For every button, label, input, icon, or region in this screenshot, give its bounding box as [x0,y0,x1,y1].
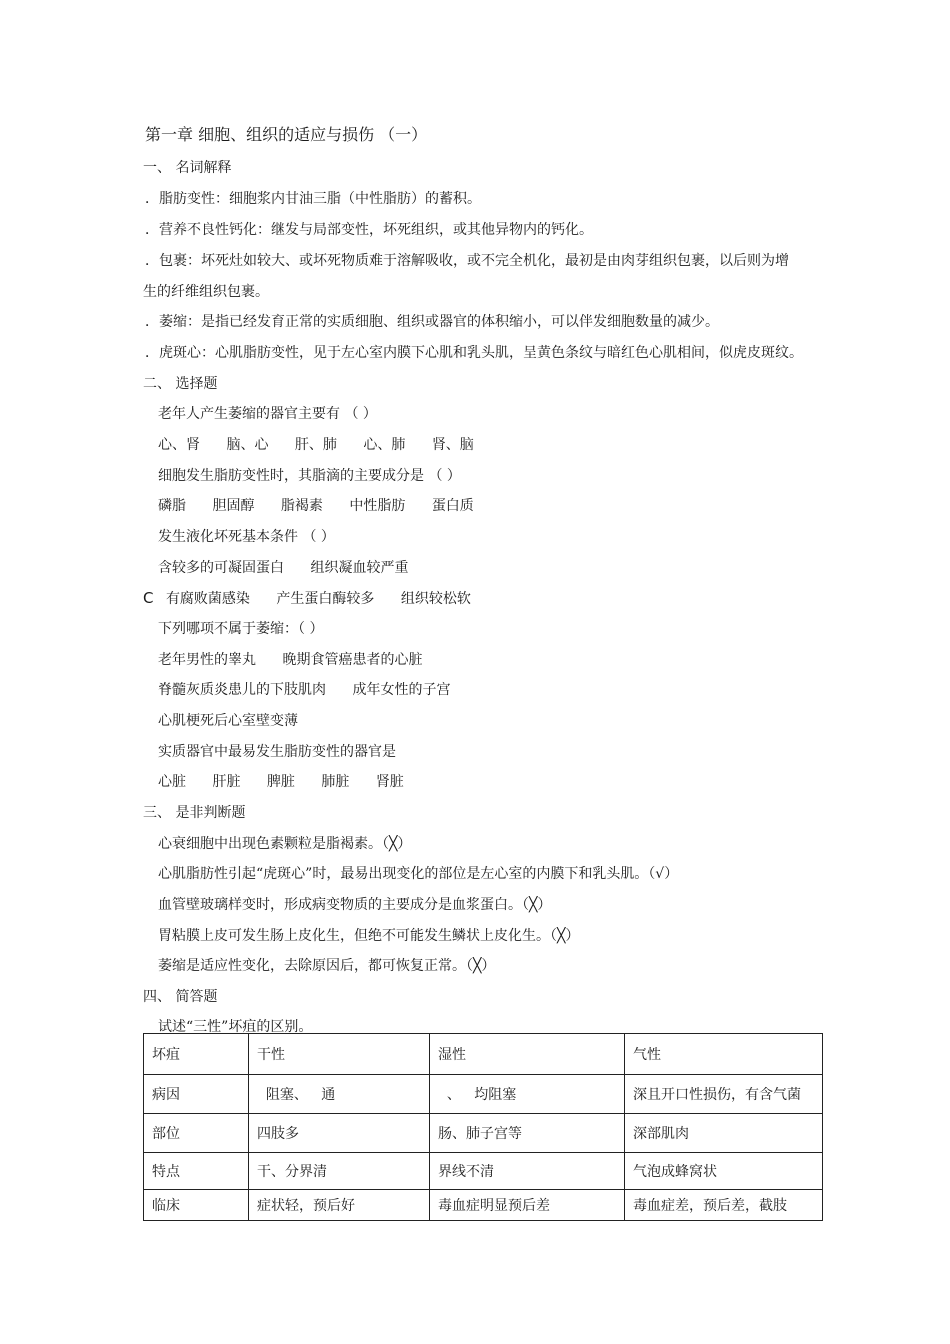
mcq-option: 老年男性的睾丸 [158,652,256,668]
gangrene-comparison-table [143,1033,823,1221]
table-cell: 症状轻，预后好 [249,1190,430,1221]
mcq-options-3b [143,588,471,609]
mcq-option: 肺脏 [321,774,350,790]
tf-item: 血管壁玻璃样变时，形成病变物质的主要成分是血浆蛋白。（╳） [158,897,552,913]
table-cell: 临床 [144,1190,249,1221]
mcq-question-3: 发生液化坏死基本条件 （ ） [158,529,335,545]
mcq-option: 成年女性的子宫 [352,682,451,698]
definition-atrophy: ．萎缩：是指已经发育正常的实质细胞、组织或器官的体积缩小，可以伴发细胞数量的减少。 [145,314,719,330]
definition-encapsulation: ．包裹：坏死灶如较大、或坏死物质难于溶解吸收，或不完全机化，最初是由肉芽组织包裹，以后则为增 [145,253,789,269]
definition-dystrophic-calcification: ．营养不良性钙化：继发与局部变性，坏死组织，或其他异物内的钙化。 [145,222,593,238]
section-heading-short-answer: 四、 简答题 [143,989,218,1005]
table-cell: 病因 [144,1075,249,1114]
table-header-cell: 干性 [249,1034,430,1075]
mcq-question-5: 实质器官中最易发生脂肪变性的器官是 [158,744,396,760]
section-heading-mcq: 二、 选择题 [143,376,218,392]
mcq-question-4: 下列哪项不属于萎缩：（ ） [158,621,324,637]
mcq-option: 脊髓灰质炎患儿的下肢肌肉 [158,682,326,698]
table-cell: 深部肌肉 [625,1114,823,1153]
mcq-option: 组织凝血较严重 [310,560,409,576]
table-cell: 毒血症明显预后差 [430,1190,625,1221]
option-letter: C [143,589,154,607]
tf-item: 心衰细胞中出现色素颗粒是脂褐素。（╳） [158,836,412,852]
mcq-options-4a [158,650,422,670]
mcq-options-4c: 心肌梗死后心室壁变薄 [158,713,298,729]
table-cell: 气泡成蜂窝状 [625,1153,823,1190]
mcq-options-5 [158,772,404,792]
mcq-option: 肾脏 [375,774,404,790]
table-row [144,1190,823,1221]
mcq-option: 脑、心 [226,437,269,453]
table-cell: 肠、肺子宫等 [430,1114,625,1153]
mcq-options-4b [158,680,450,700]
mcq-option: 磷脂 [158,498,186,514]
section-heading-true-false: 三、 是非判断题 [143,805,246,821]
mcq-option: 肝脏 [212,774,241,790]
mcq-option: 脂褐素 [280,498,323,514]
table-cell: 、 均阻塞 [430,1075,625,1114]
table-header-cell: 气性 [625,1034,823,1075]
table-cell: 干、分界清 [249,1153,430,1190]
mcq-question-2: 细胞发生脂肪变性时，其脂滴的主要成分是 （ ） [158,468,461,484]
mcq-option: 含较多的可凝固蛋白 [158,560,284,576]
mcq-option: 心脏 [158,774,186,790]
table-cell: 特点 [144,1153,249,1190]
mcq-option: 心、肺 [363,437,406,453]
table-cell: 四肢多 [249,1114,430,1153]
definition-tiger-heart: ．虎斑心：心肌脂肪变性，见于左心室内膜下心肌和乳头肌，呈黄色条纹与暗红色心肌相间，似虎皮斑纹。 [145,345,803,361]
section-heading-terms: 一、 名词解释 [143,160,232,176]
mcq-option: 胆固醇 [212,498,255,514]
table-cell: 阻塞、 通 [249,1075,430,1114]
mcq-option: 肾、脑 [431,437,474,453]
tf-item: 心肌脂肪性引起“虎斑心”时，最易出现变化的部位是左心室的内膜下和乳头肌。（√） [158,866,679,882]
tf-item: 萎缩是适应性变化，去除原因后，都可恢复正常。（╳） [158,958,496,974]
mcq-options-2 [158,496,474,516]
table-row [144,1114,823,1153]
definition-encapsulation-cont: 生的纤维组织包裹。 [143,284,269,300]
mcq-question-1: 老年人产生萎缩的器官主要有 （ ） [158,406,377,422]
mcq-options-1 [158,435,474,455]
mcq-option: 组织较松软 [400,591,471,607]
mcq-option: 有腐败菌感染 [165,591,250,607]
mcq-option: 肝、肺 [294,437,337,453]
page-title: 第一章 细胞、组织的适应与损伤 （一） [145,125,428,144]
table-row [144,1153,823,1190]
mcq-option: 蛋白质 [431,498,474,514]
short-answer-question-1: 试述“三性”坏疽的区别。 [158,1019,313,1035]
mcq-option: 心、肾 [158,437,200,453]
tf-item: 胃粘膜上皮可发生肠上皮化生，但绝不可能发生鳞状上皮化生。（╳） [158,928,580,944]
table-cell: 毒血症差，预后差，截肢 [625,1190,823,1221]
mcq-option: 晚期食管癌患者的心脏 [282,652,423,668]
table-header-row [144,1034,823,1075]
mcq-options-3a [158,558,408,578]
table-cell: 部位 [144,1114,249,1153]
table-row [144,1075,823,1114]
mcq-option: 产生蛋白酶较多 [276,591,375,607]
mcq-option: 脾脏 [266,774,295,790]
table-cell: 界线不清 [430,1153,625,1190]
table-cell: 深且开口性损伤，有含气菌 [625,1075,823,1114]
table-header-cell: 湿性 [430,1034,625,1075]
definition-fatty-change: ．脂肪变性：细胞浆内甘油三脂（中性脂肪）的蓄积。 [145,191,481,207]
mcq-option: 中性脂肪 [349,498,406,514]
table-header-cell: 坏疽 [144,1034,249,1075]
